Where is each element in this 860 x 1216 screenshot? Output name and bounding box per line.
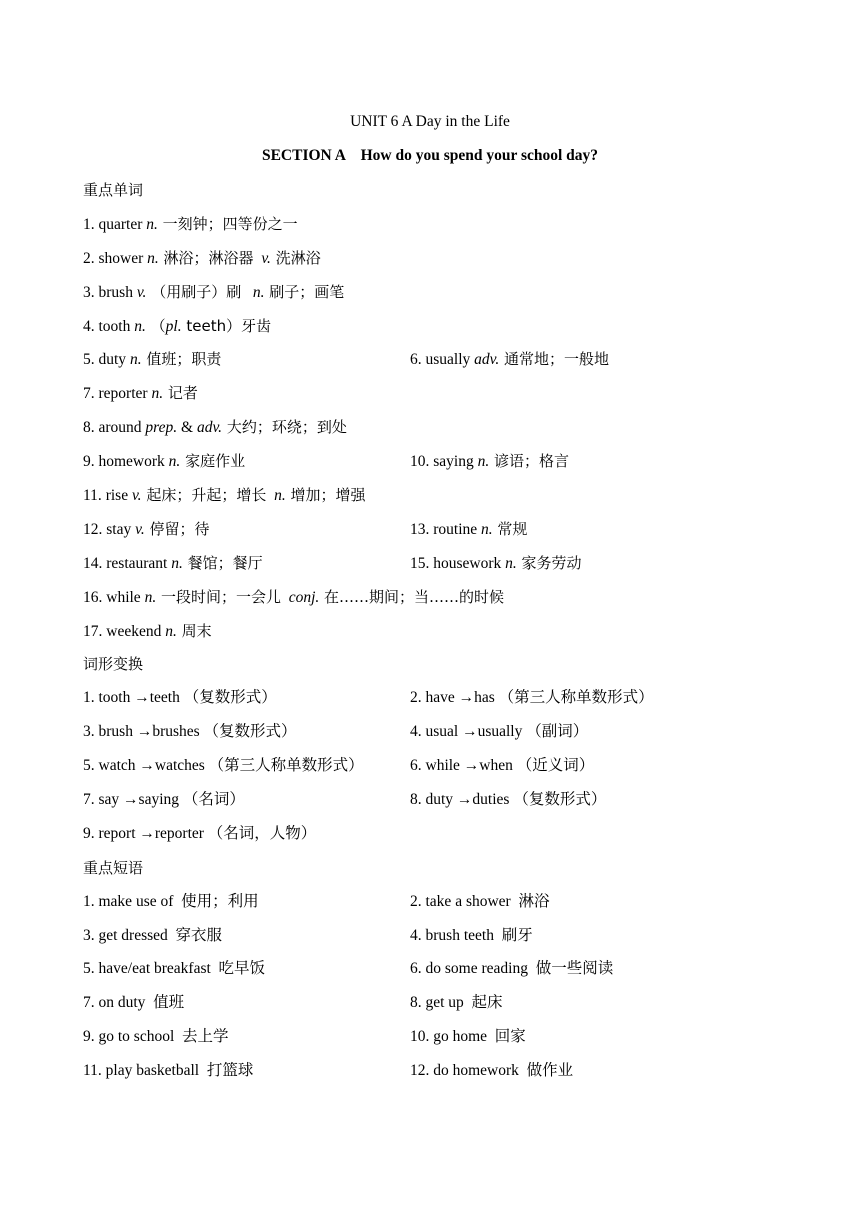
phrases-heading: 重点短语 <box>83 858 144 877</box>
vocab-item: 3. brush v. （用刷子）刷 n. 刷子；画笔 <box>83 282 345 301</box>
form-item: 6. while →when （近义词） <box>410 757 595 775</box>
vocab-item: 9. homework n. 家庭作业 <box>83 452 246 471</box>
unit-title: UNIT 6 A Day in the Life <box>350 113 510 130</box>
form-item: 7. say →saying （名词） <box>83 791 245 809</box>
form-item: 9. report →reporter （名词，人物） <box>83 824 317 842</box>
vocab-item: 7. reporter n. 记者 <box>83 384 198 403</box>
vocab-item: 15. housework n. 家务劳动 <box>410 553 582 572</box>
phrase-item: 11. play basketball 打篮球 <box>83 1062 254 1080</box>
vocab-heading: 重点单词 <box>83 181 144 199</box>
phrase-item: 7. on duty 值班 <box>83 994 185 1012</box>
forms-heading: 词形变换 <box>83 655 144 674</box>
phrase-item: 6. do some reading 做一些阅读 <box>410 960 614 978</box>
phrase-item: 10. go home 回家 <box>410 1028 526 1046</box>
phrase-item: 2. take a shower 淋浴 <box>410 892 550 910</box>
phrase-item: 3. get dressed 穿衣服 <box>83 926 223 944</box>
phrase-item: 8. get up 起床 <box>410 994 503 1012</box>
form-item: 8. duty →duties （复数形式） <box>410 791 607 809</box>
phrase-item: 12. do homework 做作业 <box>410 1062 574 1080</box>
phrase-item: 4. brush teeth 刷牙 <box>410 926 533 944</box>
form-item: 1. tooth →teeth （复数形式） <box>83 689 277 707</box>
vocab-item: 12. stay v. 停留；待 <box>83 519 210 538</box>
phrase-item: 5. have/eat breakfast 吃早饭 <box>83 960 266 978</box>
content <box>83 180 823 1095</box>
vocab-item: 5. duty n. 值班；职责 <box>83 350 222 369</box>
vocab-item: 8. around prep. & adv. 大约；环绕；到处 <box>83 418 347 437</box>
vocab-item: 10. saying n. 谚语；格言 <box>410 452 569 471</box>
phrase-item: 1. make use of 使用；利用 <box>83 892 259 910</box>
form-item: 4. usual →usually （副词） <box>410 723 589 741</box>
vocab-item: 1. quarter n. 一刻钟；四等份之一 <box>83 214 298 233</box>
vocab-item: 14. restaurant n. 餐馆；餐厅 <box>83 553 263 572</box>
vocab-item: 4. tooth n. （pl. teeth）牙齿 <box>83 316 272 335</box>
section-title: SECTION A How do you spend your school day? <box>261 147 599 164</box>
form-item: 3. brush →brushes （复数形式） <box>83 723 297 741</box>
vocab-item: 16. while n. 一段时间；一会儿 conj. 在……期间；当……的时候 <box>83 587 505 606</box>
vocab-item: 11. rise v. 起床；升起；增长 n. 增加；增强 <box>83 486 366 505</box>
vocab-item: 13. routine n. 常规 <box>410 519 528 538</box>
vocab-item: 2. shower n. 淋浴；淋浴器 v. 洗淋浴 <box>83 248 321 267</box>
form-item: 2. have →has （第三人称单数形式） <box>410 689 654 707</box>
form-item: 5. watch →watches （第三人称单数形式） <box>83 757 364 775</box>
phrase-item: 9. go to school 去上学 <box>83 1028 229 1046</box>
vocab-item: 17. weekend n. 周末 <box>83 621 212 640</box>
vocab-item: 6. usually adv. 通常地；一般地 <box>410 350 610 369</box>
